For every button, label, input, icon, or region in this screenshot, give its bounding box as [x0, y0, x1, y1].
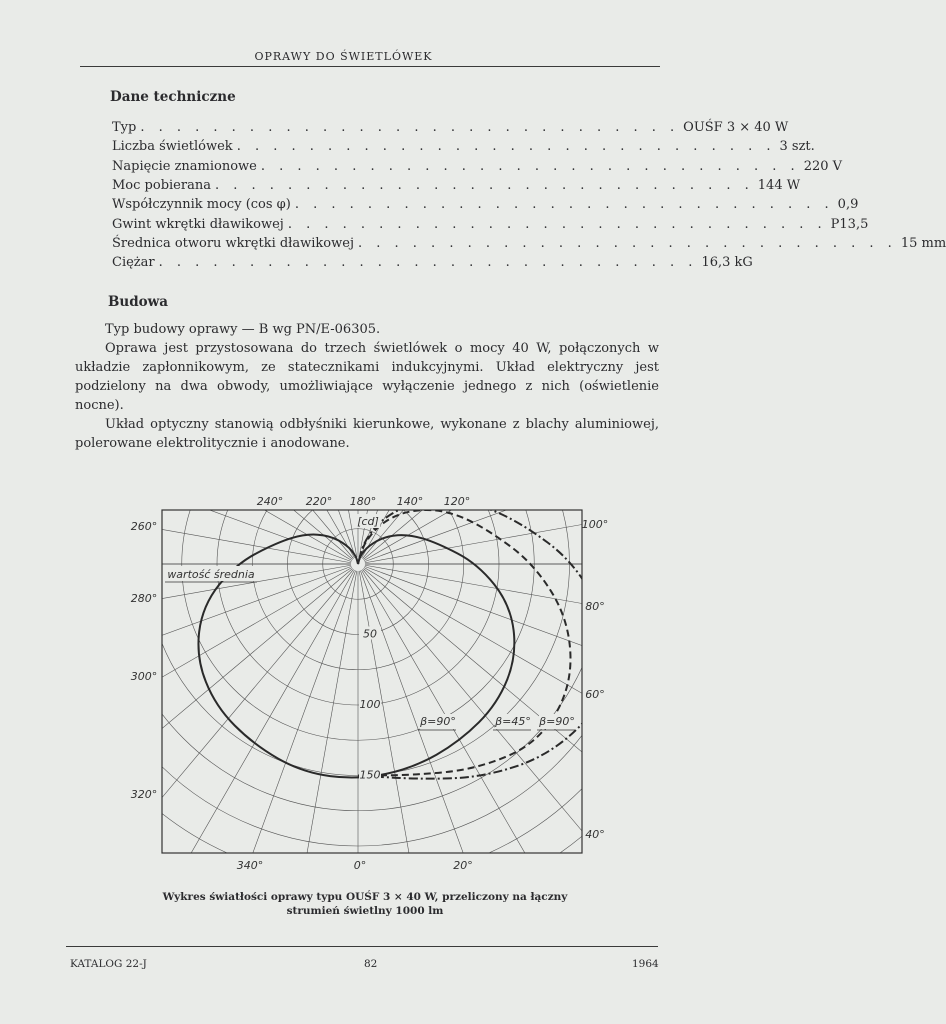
grid-radial-line	[358, 0, 563, 564]
paragraph: Typ budowy oprawy — B wg PN/E-06305.	[105, 322, 381, 337]
spec-row	[112, 157, 843, 176]
spec-label: Współczynnik mocy (cos φ)	[112, 197, 291, 213]
page-header-title: OPRAWY DO ŚWIETLÓWEK	[254, 50, 433, 63]
angle-label-left: 260°	[130, 520, 158, 533]
header-rule	[80, 66, 660, 67]
caption-line: strumień świetlny 1000 lm	[286, 905, 444, 917]
grid-radial-line	[358, 564, 744, 1024]
angle-label-right: 60°	[585, 688, 605, 701]
leader-dots: . . . . . . . . . . . . . . . . . . . . . . . . . . . . . .	[358, 235, 897, 251]
footer-page-number: 82	[364, 958, 378, 970]
angle-label-left: 320°	[130, 788, 158, 801]
grid-radial-line	[254, 0, 358, 564]
radial-tick-label: 50	[363, 627, 377, 641]
series-curve	[358, 500, 607, 779]
spec-row	[112, 137, 815, 156]
angle-label-bottom: 340°	[236, 859, 264, 872]
leader-dots: . . . . . . . . . . . . . . . . . . . . . . . . . . . . . .	[140, 120, 680, 136]
spec-value: P13,5	[830, 216, 869, 232]
spec-value: 16,3 kG	[701, 255, 753, 271]
spec-value: 144 W	[757, 178, 801, 194]
leader-dots: . . . . . . . . . . . . . . . . . . . . . . . . . . . . . .	[294, 197, 834, 213]
spec-value: OUŚF 3 × 40 W	[683, 120, 789, 136]
spec-row	[112, 195, 859, 214]
grid-radial-line	[358, 564, 658, 1024]
spec-row	[112, 118, 789, 137]
grid-radial-line	[58, 564, 358, 1024]
chart-caption	[100, 890, 630, 918]
spec-label: Ciężar	[112, 255, 155, 271]
grid-radial-line	[358, 0, 462, 564]
leader-dots: . . . . . . . . . . . . . . . . . . . . . . . . . . . . . .	[158, 255, 698, 271]
angle-label-top: 180°	[349, 495, 377, 508]
series-label: β=90°	[420, 715, 456, 728]
construction-title: Budowa	[108, 294, 169, 310]
spec-row	[112, 176, 801, 195]
angle-label-left: 280°	[130, 592, 158, 605]
chart-curves	[198, 500, 606, 779]
grid-radial-line	[0, 460, 358, 564]
caption-line: Wykres światłości oprawy typu OUŚF 3 × 40 W, przeliczony na łączny	[162, 891, 568, 903]
spec-row	[112, 234, 946, 253]
grid-radial-line	[358, 564, 922, 769]
grid-radial-line	[153, 0, 358, 564]
spec-table	[112, 118, 946, 272]
angle-label-right: 100°	[581, 518, 609, 531]
angle-label-right: 40°	[585, 828, 605, 841]
construction-text	[75, 320, 659, 453]
spec-label: Liczba świetlówek	[112, 139, 233, 155]
grid-radial-line	[358, 564, 563, 1024]
grid-radial-line	[358, 564, 946, 668]
leader-dots: . . . . . . . . . . . . . . . . . . . . . . . . . . . . . .	[214, 178, 754, 194]
footer-catalog: KATALOG 22-J	[70, 958, 147, 970]
angle-label-top: 140°	[396, 495, 424, 508]
radial-tick-label: 100	[359, 698, 381, 711]
spec-row	[112, 253, 753, 272]
leader-dots: . . . . . . . . . . . . . . . . . . . . . . . . . . . . . .	[287, 216, 827, 232]
mean-value-annotation: wartość średnia	[167, 568, 255, 581]
spec-value: 3 szt.	[779, 139, 815, 155]
angle-label-right: 80°	[585, 600, 605, 613]
spec-label: Typ	[112, 120, 137, 136]
leader-dots: . . . . . . . . . . . . . . . . . . . . . . . . . . . . . .	[236, 139, 776, 155]
grid-radial-line	[0, 564, 358, 1024]
specs-title: Dane techniczne	[110, 89, 236, 105]
angle-label-top: 240°	[256, 495, 284, 508]
spec-label: Moc pobierana	[112, 178, 211, 194]
angle-label-top: 220°	[305, 495, 333, 508]
paragraph: Układ optyczny stanowią odbłyśniki kierunkowe, wykonane z blachy aluminiowej, polerowane elektrolitycznie i anodowane.	[75, 417, 659, 451]
spec-row	[112, 214, 869, 233]
series-label: β=45°	[495, 715, 531, 728]
angle-label-bottom: 0°	[353, 859, 367, 872]
spec-label: Gwint wkrętki dławikowej	[112, 216, 284, 232]
spec-value: 220 V	[803, 158, 843, 174]
angle-label-bottom: 20°	[453, 859, 473, 872]
footer-rule	[66, 946, 658, 947]
angle-label-left: 300°	[130, 670, 158, 683]
angle-label-top: 120°	[443, 495, 471, 508]
polar-luminous-chart	[120, 488, 609, 878]
spec-value: 15 mm	[900, 235, 946, 251]
leader-dots: . . . . . . . . . . . . . . . . . . . . . . . . . . . . . .	[260, 158, 800, 174]
series-label: β=90°	[539, 715, 575, 728]
spec-label: Napięcie znamionowe	[112, 158, 257, 174]
spec-value: 0,9	[837, 197, 859, 213]
spec-label: Średnica otworu wkrętki dławikowej	[112, 235, 354, 251]
grid-radial-line	[153, 564, 358, 1024]
unit-label: [cd]	[357, 515, 379, 528]
radial-tick-label: 150	[359, 768, 381, 782]
chart-labels	[131, 495, 609, 872]
footer-year: 1964	[632, 958, 659, 970]
paragraph: Oprawa jest przystosowana do trzech świetlówek o mocy 40 W, połączonych w układzie zapłonnikowym, ze statecznikami indukcyjnymi. Układ elektryczny jest podzielony na dwa obwody, umożliwiające wyłączenie jednego z nich (oświetlenie nocne).	[75, 341, 659, 413]
